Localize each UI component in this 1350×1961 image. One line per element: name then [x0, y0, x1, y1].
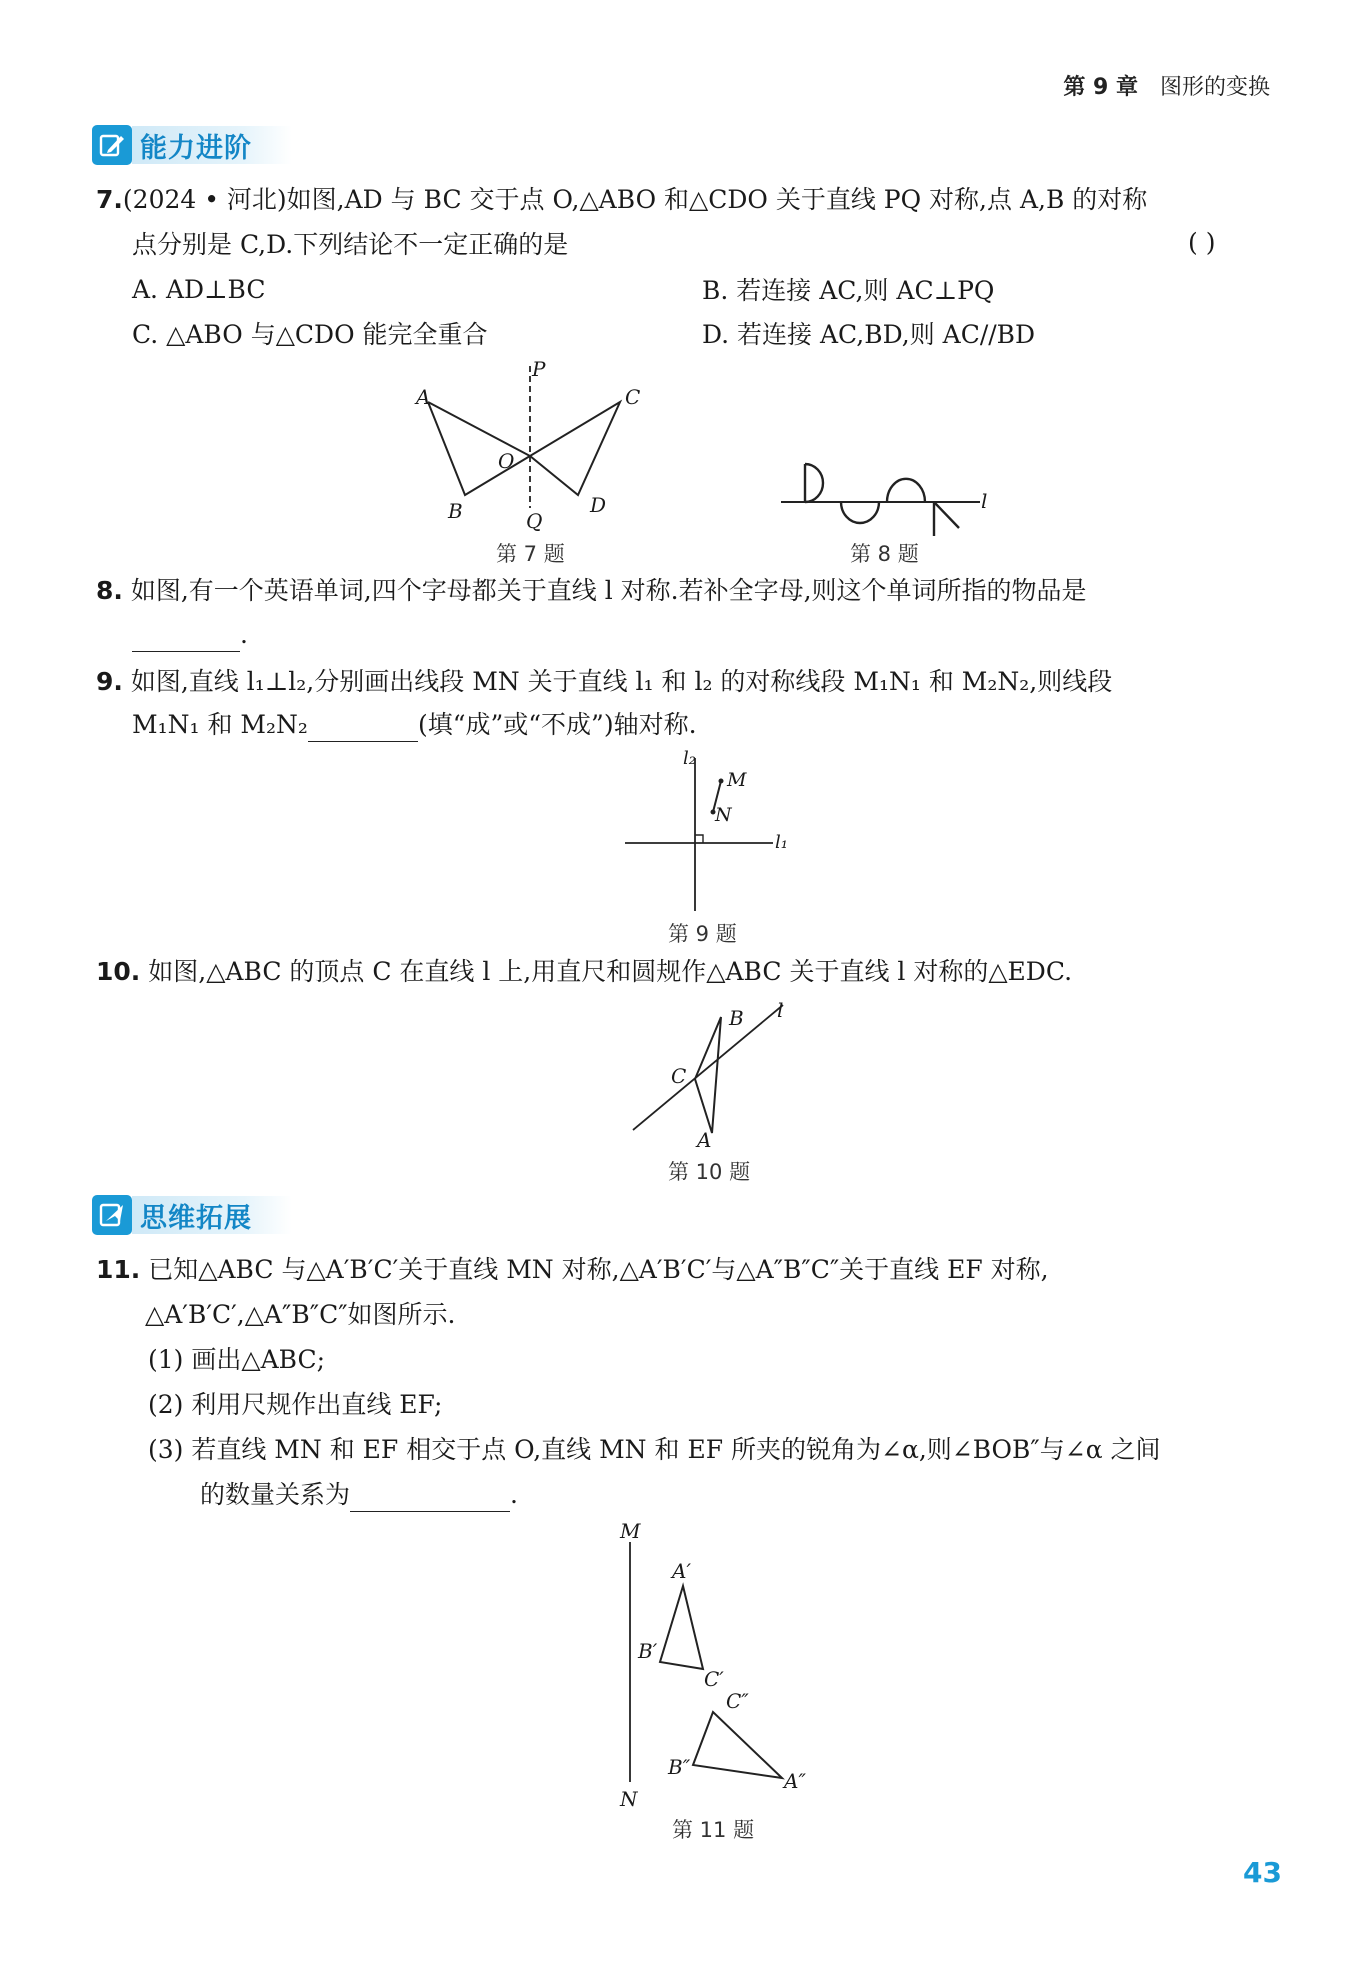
q8-answer-line	[132, 618, 248, 652]
figure-10-caption: 第 10 题	[668, 1160, 751, 1184]
section-header-ability	[92, 124, 292, 166]
section-title: 能力进阶	[132, 126, 292, 164]
label-a: A	[697, 1128, 712, 1152]
q7-stem-line1	[96, 183, 1147, 217]
triangle-a1b1c1	[660, 1586, 703, 1669]
q8-text-1: 如图,有一个英语单词,四个字母都关于直线 l 对称.若补全字母,则这个单词所指的物品是	[130, 576, 1087, 605]
q8-number: 8.	[96, 576, 123, 605]
triangle-a2b2c2	[693, 1712, 782, 1778]
label-b: B	[448, 499, 463, 523]
q11-text-p4a: 的数量关系为	[200, 1480, 351, 1509]
q7-stem-line2: 点分别是 C,D.下列结论不一定正确的是	[132, 230, 569, 259]
label-l: l	[981, 489, 988, 513]
label-m: M	[620, 1520, 641, 1543]
figure-9-caption: 第 9 题	[668, 922, 737, 946]
q11-part-1: (1) 画出△ABC;	[148, 1345, 326, 1374]
q8-end-period: .	[240, 620, 248, 649]
label-c-double-prime: C″	[726, 1689, 749, 1713]
q9-number: 9.	[96, 667, 123, 696]
label-b: B	[729, 1006, 744, 1030]
q9-answer-blank[interactable]	[308, 715, 418, 742]
q9-text-1: 如图,直线 l₁⊥l₂,分别画出线段 MN 关于直线 l₁ 和 l₂ 的对称线段 M₁N₁ 和 M₂N₂,则线段	[130, 667, 1113, 696]
label-a-prime: A′	[672, 1559, 691, 1583]
q7-option-c: C. △ABO 与△CDO 能完全重合	[132, 320, 488, 349]
figure-7-caption: 第 7 题	[496, 542, 565, 566]
label-o: O	[498, 449, 515, 473]
label-m: M	[727, 769, 747, 791]
q11-number: 11.	[96, 1255, 141, 1284]
q11-stem-line2: △A′B′C′,△A″B″C″如图所示.	[145, 1300, 456, 1329]
section-header-extension	[92, 1194, 292, 1236]
q10-number: 10.	[96, 957, 141, 986]
figure-10	[625, 995, 805, 1155]
label-b-prime: B′	[638, 1639, 658, 1663]
q7-option-d: D. 若连接 AC,BD,则 AC//BD	[702, 320, 1036, 349]
figure-7	[410, 360, 650, 540]
q9-text-2a: M₁N₁ 和 M₂N₂	[132, 710, 308, 739]
chapter-number: 第 9 章	[1063, 75, 1138, 100]
label-a: A	[416, 385, 431, 409]
q7-text-1: (2024 • 河北)如图,AD 与 BC 交于点 O,△ABO 和△CDO 关于直线 PQ 对称,点 A,B 的对称	[122, 185, 1148, 214]
figure-8-caption: 第 8 题	[850, 542, 919, 566]
butterfly-triangles	[428, 402, 620, 495]
q7-option-b: B. 若连接 AC,则 AC⊥PQ	[702, 276, 995, 305]
q7-answer-paren: ( )	[1188, 228, 1216, 257]
q9-stem-line2	[132, 708, 697, 742]
q11-text-1: 已知△ABC 与△A′B′C′关于直线 MN 对称,△A′B′C′与△A″B″C″关于直线 EF 对称,	[148, 1255, 1049, 1284]
label-p: P	[532, 360, 546, 381]
figure-9	[615, 748, 795, 913]
label-n: N	[715, 804, 732, 826]
label-d: D	[590, 493, 607, 517]
q11-part-3-cont	[200, 1478, 518, 1512]
q11-text-p4b: .	[510, 1480, 518, 1509]
label-l2: l₂	[683, 748, 696, 769]
q11-part-2: (2) 利用尺规作出直线 EF;	[148, 1390, 443, 1419]
figure-11-caption: 第 11 题	[672, 1818, 755, 1842]
q11-answer-blank[interactable]	[350, 1485, 510, 1512]
q8-stem-line1	[96, 574, 1087, 608]
label-c-prime: C′	[704, 1667, 724, 1691]
page-number: 43	[1243, 1856, 1282, 1889]
q8-answer-blank[interactable]	[132, 625, 240, 652]
line-l	[633, 1005, 783, 1130]
label-l1: l₁	[775, 832, 788, 853]
label-c: C	[671, 1064, 687, 1088]
q7-number: 7.	[96, 185, 123, 214]
q11-part-3: (3) 若直线 MN 和 EF 相交于点 O,直线 MN 和 EF 所夹的锐角为∠α,则∠BOB″与∠α 之间	[148, 1435, 1161, 1464]
chapter-title: 图形的变换	[1159, 75, 1270, 100]
q10-text-1: 如图,△ABC 的顶点 C 在直线 l 上,用直尺和圆规作△ABC 关于直线 l 对称的△EDC.	[148, 957, 1073, 986]
label-c: C	[625, 385, 641, 409]
figure-8	[775, 450, 1005, 540]
q9-text-2b: (填“成”或“不成”)轴对称.	[417, 710, 697, 739]
label-l: l	[777, 998, 784, 1022]
label-q: Q	[526, 509, 543, 533]
section-title: 思维拓展	[132, 1196, 292, 1234]
q7-option-a: A. AD⊥BC	[132, 275, 266, 304]
figure-11	[608, 1520, 848, 1810]
q11-stem-line1	[96, 1253, 1049, 1287]
q10-stem-line1	[96, 955, 1072, 989]
label-n: N	[620, 1787, 638, 1810]
pencil-note-icon	[92, 125, 132, 165]
label-b-double-prime: B″	[668, 1755, 691, 1779]
q9-stem-line1	[96, 665, 1112, 699]
chapter-header	[1063, 70, 1270, 101]
rocket-icon	[92, 1195, 132, 1235]
label-a-double-prime: A″	[784, 1769, 806, 1793]
